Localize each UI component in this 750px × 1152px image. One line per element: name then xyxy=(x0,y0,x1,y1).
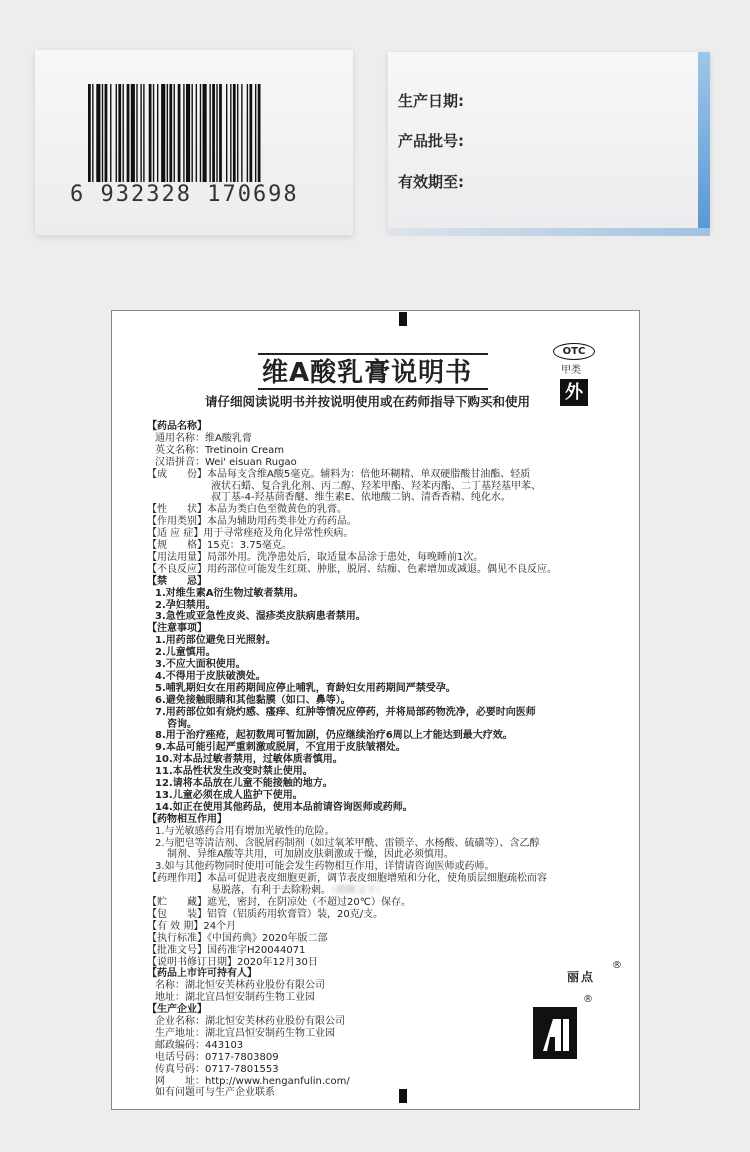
leaflet-line-text: 网 址：http://www.henganfulin.com/ xyxy=(155,1075,350,1087)
leaflet-line-text: 【执行标准】《中国药典》2020年版二部 xyxy=(147,932,328,944)
leaflet-line xyxy=(147,933,327,945)
leaflet-line xyxy=(155,457,297,469)
leaflet-line xyxy=(147,873,547,885)
barcode-bar xyxy=(116,84,117,182)
barcode-bar xyxy=(241,84,242,182)
leaflet-line xyxy=(155,730,513,742)
leaflet-line xyxy=(155,1064,279,1076)
leaflet-line-text: 3.急性或亚急性皮炎、湿疹类皮肤病患者禁用。 xyxy=(155,611,366,623)
barcode-bar xyxy=(136,84,137,182)
external-use-mark: 外 xyxy=(560,379,588,406)
company-logo-icon xyxy=(533,1007,577,1059)
leaflet-line-text: 【说明书修订日期】2020年12月30日 xyxy=(147,956,318,968)
barcode-bar xyxy=(219,84,222,182)
leaflet-line-text: 【包 装】铝管（铝质药用软膏管）装，20克/支。 xyxy=(147,908,384,920)
leaflet-line xyxy=(155,611,366,623)
leaflet-line-text: 2.儿童慎用。 xyxy=(155,647,216,659)
leaflet-line-text: 9.本品可能引起严重刺激或脱屑，不宜用于皮肤皱褶处。 xyxy=(155,742,406,754)
leaflet-line-text: 地址：湖北宜昌恒安制药生物工业园 xyxy=(155,992,315,1004)
barcode-bar xyxy=(96,84,100,182)
brand-name: 丽点 xyxy=(567,970,596,984)
leaflet-line-text: 【贮 藏】遮光，密封，在阴凉处（不超过20℃）保存。 xyxy=(147,897,411,908)
leaflet-line xyxy=(155,802,413,814)
leaflet-line-text: 3.如与其他药物同时使用可能会发生药物相互作用，详情请咨询医师或药师。 xyxy=(155,861,495,873)
leaflet-line xyxy=(167,849,454,861)
leaflet-line xyxy=(155,635,276,647)
barcode-bar xyxy=(102,84,103,182)
registration-mark-top xyxy=(399,312,407,326)
barcode-bar xyxy=(92,84,93,182)
leaflet-line xyxy=(155,671,266,683)
barcode-bar xyxy=(226,84,227,182)
leaflet-line-text: 通用名称：维A酸乳膏 xyxy=(155,432,252,444)
leaflet-line xyxy=(155,980,325,992)
barcode-bar xyxy=(174,84,175,182)
leaflet-line-text: 8.用于治疗痤疮，起初数周可暂加剧，仍应继续治疗6周以上才能达到最大疗效。 xyxy=(155,730,513,742)
leaflet-line xyxy=(147,528,353,540)
barcode-number: 6 932328 170698 xyxy=(70,182,299,207)
leaflet-line xyxy=(147,421,207,433)
expiry-date-label: 有效期至: xyxy=(398,173,464,191)
barcode-bar xyxy=(237,84,238,182)
barcode-bar xyxy=(178,84,181,182)
leaflet-line xyxy=(155,707,536,719)
leaflet-line-text: 电话号码：0717-7803809 xyxy=(155,1051,279,1063)
leaflet-line xyxy=(155,754,343,766)
leaflet-line xyxy=(155,1028,335,1040)
barcode-bar xyxy=(161,84,165,182)
leaflet-line xyxy=(211,481,541,493)
leaflet-line-text: 汉语拼音：Wei' eisuan Rugao xyxy=(155,456,297,468)
barcode-bar xyxy=(212,84,215,182)
leaflet-line-text: 【有 效 期】24个月 xyxy=(147,920,237,932)
leaflet-line xyxy=(155,588,304,600)
barcode-bar xyxy=(118,84,121,182)
leaflet-line-text: 生产地址：湖北宜昌恒安制药生物工业园 xyxy=(155,1027,335,1039)
barcode-bar xyxy=(196,84,197,182)
leaflet-line-text: 5.哺乳期妇女在用药期间应停止哺乳，育龄妇女用药期间严禁受孕。 xyxy=(155,682,456,694)
leaflet-line-text: 11.本品性状发生改变时禁止使用。 xyxy=(155,766,313,778)
leaflet-line-text: 2.与肥皂等清洁剂、含脱屑药制剂（如过氧苯甲酰、雷锁辛、水杨酸、硫磺等）、含乙醇 xyxy=(155,837,540,849)
leaflet-line-text: 【规 格】15克：3.75毫克。 xyxy=(147,540,292,551)
leaflet-line xyxy=(155,445,284,457)
leaflet-line xyxy=(147,552,483,564)
leaflet-line-text: 【适 应 症】用于寻常痤疮及角化异常性疾病。 xyxy=(147,528,354,540)
leaflet-line-text: 名称：湖北恒安芙林药业股份有限公司 xyxy=(155,980,325,992)
leaflet-line-text: 1.对维生素A衍生物过敏者禁用。 xyxy=(155,587,304,599)
leaflet-line-text: 邮政编码：443103 xyxy=(155,1039,244,1051)
title-rule-bottom xyxy=(258,388,488,390)
brand-registered-mark: ® xyxy=(612,960,622,971)
leaflet-line-text: 【生产企业】 xyxy=(147,1004,207,1016)
leaflet-line-text: 【作用类别】本品为辅助用药类非处方药药品。 xyxy=(147,516,357,528)
leaflet-line-text: 【禁 忌】 xyxy=(147,575,207,587)
leaflet-line xyxy=(147,945,305,957)
otc-badge: OTC xyxy=(553,343,595,360)
leaflet-subtitle: 请仔细阅读说明书并按说明使用或在药师指导下购买和使用 xyxy=(205,394,531,409)
barcode-bar xyxy=(247,84,248,182)
barcode-bar xyxy=(123,84,124,182)
leaflet-line-text: 液状石蜡、复合乳化剂、丙二醇、羟苯甲酯、羟苯丙酯、二丁基羟基甲苯、 xyxy=(211,480,541,492)
leaflet-line-text: 1.与光敏感药合用有增加光敏性的危险。 xyxy=(155,825,335,837)
leaflet-line xyxy=(147,516,357,528)
leaflet-line xyxy=(147,897,411,909)
leaflet-line xyxy=(155,992,315,1004)
registration-mark-bottom xyxy=(399,1089,407,1103)
leaflet-line xyxy=(155,600,216,612)
leaflet-line xyxy=(155,433,252,445)
leaflet-line xyxy=(155,1076,350,1088)
barcode-bar xyxy=(183,84,184,182)
leaflet-line xyxy=(155,683,456,695)
leaflet-line-text: 【药物相互作用】 xyxy=(147,813,227,825)
barcode-bar xyxy=(233,84,236,182)
leaflet-line xyxy=(155,838,540,850)
leaflet-line-text: 【不良反应】用药部位可能发生红斑、肿胀，脱屑、结痂、色素增加或减退。偶见不良反应。 xyxy=(147,563,557,575)
barcode-bar xyxy=(255,84,256,182)
barcode-bar xyxy=(88,84,91,182)
leaflet-line xyxy=(155,1052,279,1064)
leaflet-line xyxy=(147,576,207,588)
batch-number-label: 产品批号: xyxy=(398,132,464,150)
leaflet-line-text: 10.对本品过敏者禁用，过敏体质者慎用。 xyxy=(155,754,343,766)
blurred-text: （模糊文字） xyxy=(331,885,386,897)
leaflet-line-text: 英文名称：Tretinoin Cream xyxy=(155,444,285,456)
leaflet-line-text: 【药品名称】 xyxy=(147,421,207,432)
leaflet-line-text: 制剂、异维A酸等共用，可加剧皮肤刺激或干燥，因此必须慎用。 xyxy=(167,849,454,861)
barcode-bar xyxy=(169,84,172,182)
leaflet-line xyxy=(155,1040,243,1052)
leaflet-line-text: 易脱落，有利于去除粉刺。 xyxy=(211,885,331,897)
barcode-bar xyxy=(200,84,201,182)
leaflet-line xyxy=(155,742,406,754)
barcode-bar xyxy=(143,84,144,182)
leaflet-line-text: 【注意事项】 xyxy=(147,623,207,635)
leaflet-line xyxy=(147,921,236,933)
leaflet-line-text: 【成 份】本品每支含维A酸5毫克。辅料为：倍他环糊精、单双硬脂酸甘油酯、轻质 xyxy=(147,468,531,480)
leaflet-line xyxy=(155,826,335,838)
leaflet-line-text: 2.孕妇禁用。 xyxy=(155,599,216,611)
barcode-bar xyxy=(203,84,207,182)
leaflet-line xyxy=(155,647,216,659)
barcode-bar xyxy=(157,84,158,182)
barcode-bar xyxy=(167,84,168,182)
leaflet-line-text: 7.用药部位如有烧灼感、瘙痒、红肿等情况应停药，并将局部药物洗净，必要时向医师 xyxy=(155,706,536,718)
leaflet-line xyxy=(147,909,383,921)
barcode-bar xyxy=(249,84,252,182)
leaflet-title: 维A酸乳膏说明书 xyxy=(262,358,473,388)
leaflet-line xyxy=(167,719,197,731)
leaflet-line xyxy=(155,695,351,707)
leaflet-line-text: 【性 状】本品为类白色至微黄色的乳膏。 xyxy=(147,504,347,516)
barcode-bar xyxy=(209,84,210,182)
leaflet-line-text: 企业名称：湖北恒安芙林药业股份有限公司 xyxy=(155,1016,345,1027)
barcode-bar xyxy=(105,84,108,182)
barcode-bar xyxy=(216,84,217,182)
package-blue-edge xyxy=(698,52,710,230)
leaflet-line-text: 14.如正在使用其他药品，使用本品前请咨询医师或药师。 xyxy=(155,801,413,813)
barcode-bar xyxy=(140,84,141,182)
leaflet-line-text: 3.不应大面积使用。 xyxy=(155,659,246,670)
leaflet-line xyxy=(155,778,333,790)
leaflet-line xyxy=(147,968,257,980)
leaflet-line-text: 4.不得用于皮肤破溃处。 xyxy=(155,670,266,682)
package-bottom-edge xyxy=(388,228,710,236)
leaflet-line xyxy=(155,861,495,873)
leaflet-line xyxy=(147,540,292,552)
leaflet-line xyxy=(155,659,246,671)
leaflet-line xyxy=(211,492,511,504)
barcode-bar xyxy=(131,84,135,182)
leaflet-line xyxy=(147,957,318,969)
production-date-label: 生产日期: xyxy=(398,92,464,110)
leaflet-line-text: 【药品上市许可持有人】 xyxy=(147,968,257,980)
barcode-bar xyxy=(192,84,193,182)
barcode-bar xyxy=(186,84,190,182)
leaflet-line xyxy=(155,1087,275,1099)
barcode-bar xyxy=(230,84,231,182)
leaflet-line xyxy=(147,469,530,481)
leaflet-line-text: 传真号码：0717-7801553 xyxy=(155,1063,279,1075)
leaflet-line xyxy=(147,1004,207,1016)
logo-registered-mark: ® xyxy=(583,994,593,1005)
leaflet-line xyxy=(147,564,557,576)
leaflet-line xyxy=(147,623,207,635)
leaflet-line-text: 如有问题可与生产企业联系 xyxy=(155,1087,275,1099)
leaflet-line-text: 13.儿童必须在成人监护下使用。 xyxy=(155,789,303,801)
leaflet-line xyxy=(155,790,303,802)
leaflet-line xyxy=(155,1016,345,1028)
barcode-bar xyxy=(258,84,261,182)
leaflet-line-text: 1.用药部位避免日光照射。 xyxy=(155,635,276,647)
barcode-bar xyxy=(153,84,154,182)
barcode-image xyxy=(88,84,312,182)
otc-category: 甲类 xyxy=(561,365,581,376)
leaflet-line-text: 【用法用量】局部外用。洗净患处后，取适量本品涂于患处，每晚睡前1次。 xyxy=(147,551,484,563)
leaflet-line xyxy=(147,814,227,826)
leaflet-line-text: 12.请将本品放在儿童不能接触的地方。 xyxy=(155,778,333,789)
leaflet-line-text: 【药理作用】本品可促进表皮细胞更新，调节表皮细胞增殖和分化，使角质层细胞疏松而容 xyxy=(147,873,547,885)
leaflet-line-text: 6.避免接触眼睛和其他黏膜（如口、鼻等）。 xyxy=(155,694,351,706)
barcode-bar xyxy=(110,84,111,182)
leaflet-line xyxy=(147,504,347,516)
leaflet-line-text: 咨询。 xyxy=(167,718,197,730)
leaflet-line-text: 叔丁基-4-羟基茴香醚、维生素E、依地酸二钠、清香香精、纯化水。 xyxy=(211,492,511,504)
barcode-bar xyxy=(149,84,152,182)
leaflet-line xyxy=(155,766,313,778)
leaflet-line-text: 【批准文号】国药准字H20044071 xyxy=(147,944,306,956)
leaflet-line xyxy=(211,885,386,897)
barcode-bar xyxy=(127,84,130,182)
